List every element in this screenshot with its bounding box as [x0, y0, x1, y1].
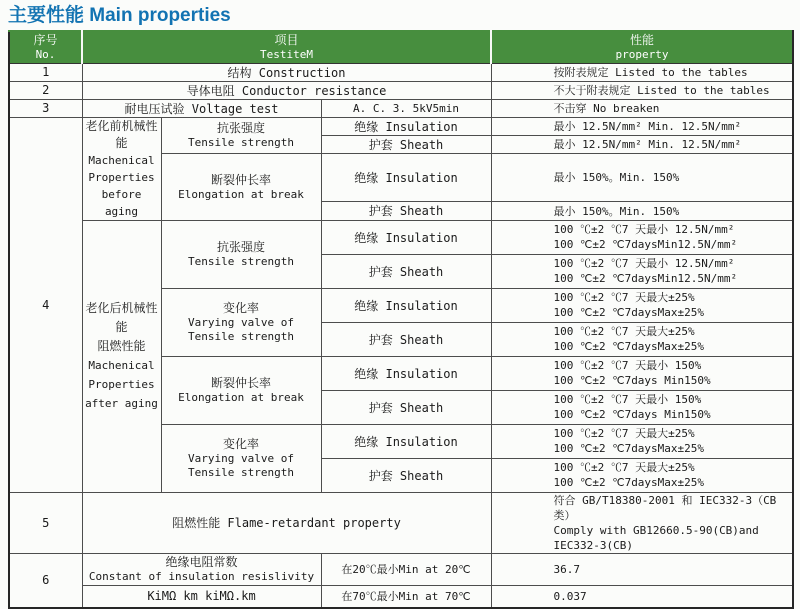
- value-line-en: 100 ℃±2 ℃7daysMax±25%: [553, 306, 705, 319]
- row-flame-retardant: [9, 492, 793, 553]
- part-label-cell: 护套 Sheath: [321, 135, 491, 153]
- category-line: before aging: [101, 187, 142, 218]
- row-number: 5: [9, 492, 82, 553]
- row-voltage-test: [9, 99, 793, 117]
- value-line-zh: 100 ℃±2 ℃7 天最大±25%: [553, 427, 695, 440]
- row-number: 2: [9, 81, 82, 99]
- property-value-cell: 最小 150%。Min. 150%: [491, 153, 793, 201]
- test-name-cell: [82, 553, 321, 585]
- test-name-en: Constant of insulation resislivity: [88, 570, 315, 583]
- column-header-no-en: No.: [35, 48, 56, 62]
- value-line-en: Comply with GB12660.5-90(CB)and IEC332-3(CB): [553, 523, 759, 552]
- property-value-cell: [491, 288, 793, 322]
- test-name-zh: 绝缘电阻常数: [165, 555, 238, 569]
- row-before-aging-tensile-insulation: [9, 117, 793, 135]
- value-line-en: 100 ℃±2 ℃7daysMax±25%: [553, 442, 705, 455]
- part-label-cell: 绝缘 Insulation: [321, 356, 491, 390]
- test-name-zh: 断裂仲长率: [210, 172, 271, 187]
- test-name-zh: 变化率: [222, 301, 259, 315]
- column-header-property-en: property: [615, 48, 669, 62]
- test-item-cell: 导体电阻 Conductor resistance: [82, 81, 491, 99]
- category-line: after aging: [85, 397, 158, 410]
- row-number: 4: [9, 117, 82, 492]
- part-label-cell: 绝缘 Insulation: [321, 153, 491, 201]
- value-line-zh: 100 ℃±2 ℃7 天最小 12.5N/mm²: [553, 223, 735, 236]
- test-item-cell: 耐电压试验 Voltage test: [82, 99, 321, 117]
- value-line-zh: 符合 GB/T18380-2001 和 IEC332-3（CB 类）: [553, 493, 777, 522]
- test-name-en: Tensile strength: [188, 255, 294, 268]
- property-value-cell: [491, 322, 793, 356]
- value-line-zh: 100 ℃±2 ℃7 天最大±25%: [553, 291, 695, 304]
- column-header-item-en: TestiteM: [260, 48, 313, 62]
- value-line-en: 100 ℃±2 ℃7daysMax±25%: [553, 476, 705, 489]
- part-label-cell: 护套 Sheath: [321, 390, 491, 424]
- row-after-aging-tensile-insulation: [9, 220, 793, 254]
- property-value-cell: [491, 390, 793, 424]
- part-label-cell: 绝缘 Insulation: [321, 424, 491, 458]
- row-number: 3: [9, 99, 82, 117]
- row-conductor-resistance: [9, 81, 793, 99]
- test-name-cell: [161, 220, 321, 288]
- test-name-en: Elongation at break: [178, 391, 304, 404]
- part-label-cell: 护套 Sheath: [321, 254, 491, 288]
- row-insulation-resistance-70c: [9, 585, 793, 608]
- property-value-cell: 最小 150%。Min. 150%: [491, 201, 793, 220]
- property-value-cell: [491, 492, 793, 553]
- test-name-cell: [161, 117, 321, 153]
- property-value-cell: 按附表规定 Listed to the tables: [491, 63, 793, 81]
- category-line: Properties: [88, 378, 155, 391]
- table-header-row: [9, 31, 793, 63]
- value-line-zh: 100 ℃±2 ℃7 天最大±25%: [553, 461, 695, 474]
- column-header-no: [9, 31, 82, 63]
- test-condition-cell: A. C. 3. 5kV5min: [321, 99, 491, 117]
- test-name-zh: 抗张强度: [216, 240, 265, 254]
- category-line: Properties: [88, 170, 155, 184]
- value-line-zh: 100 ℃±2 ℃7 天最小 12.5N/mm²: [553, 257, 735, 270]
- value-line-en: 100 ℃±2 ℃7daysMax±25%: [553, 340, 705, 353]
- value-line-en: 100 ℃±2 ℃7days Min150%: [553, 408, 711, 421]
- test-condition-cell: 在70℃最小Min at 70℃: [321, 585, 491, 608]
- value-line-en: 100 ℃±2 ℃7daysMin12.5N/mm²: [553, 238, 738, 251]
- part-label-cell: 绝缘 Insulation: [321, 288, 491, 322]
- column-header-item: [82, 31, 491, 63]
- property-value-cell: [491, 356, 793, 390]
- category-after-aging: [82, 220, 161, 492]
- row-construction: [9, 63, 793, 81]
- value-line-en: 100 ℃±2 ℃7days Min150%: [553, 374, 711, 387]
- property-value-cell: 不击穿 No breaken: [491, 99, 793, 117]
- value-line-zh: 100 ℃±2 ℃7 天最小 150%: [553, 393, 702, 406]
- part-label-cell: 护套 Sheath: [321, 458, 491, 492]
- category-line: 老化前机械性能: [85, 118, 158, 150]
- value-line-en: 100 ℃±2 ℃7daysMin12.5N/mm²: [553, 272, 738, 285]
- test-name-en: Varying valve of: [188, 316, 294, 329]
- property-value-cell: [491, 254, 793, 288]
- property-value-cell: 36.7: [491, 553, 793, 585]
- test-name-en: Tensile strength: [188, 330, 294, 343]
- property-value-cell: 最小 12.5N/mm² Min. 12.5N/mm²: [491, 117, 793, 135]
- test-name-cell: [161, 153, 321, 220]
- category-before-aging: [82, 117, 161, 220]
- test-item-cell: 阻燃性能 Flame-retardant property: [82, 492, 491, 553]
- page-title: 主要性能 Main properties: [8, 5, 231, 26]
- part-label-cell: 护套 Sheath: [321, 322, 491, 356]
- property-value-cell: 最小 12.5N/mm² Min. 12.5N/mm²: [491, 135, 793, 153]
- test-name-en: Tensile strength: [188, 136, 294, 149]
- column-header-no-zh: 序号: [33, 33, 58, 48]
- test-name-zh: 断裂仲长率: [210, 376, 271, 390]
- column-header-property: [491, 31, 793, 63]
- part-label-cell: 护套 Sheath: [321, 201, 491, 220]
- part-label-cell: 绝缘 Insulation: [321, 220, 491, 254]
- category-line: Machenical: [88, 359, 155, 372]
- test-condition-cell: 在20℃最小Min at 20℃: [321, 553, 491, 585]
- property-value-cell: [491, 424, 793, 458]
- row-number: 1: [9, 63, 82, 81]
- row-number: 6: [9, 553, 82, 608]
- column-header-item-zh: 项目: [274, 33, 299, 48]
- property-value-cell: [491, 458, 793, 492]
- property-value-cell: 0.037: [491, 585, 793, 608]
- property-value-cell: [491, 220, 793, 254]
- test-name-en: Varying valve of: [188, 452, 294, 465]
- value-line-zh: 100 ℃±2 ℃7 天最大±25%: [553, 325, 695, 338]
- test-name-cell: [161, 424, 321, 492]
- main-properties-table: [8, 30, 794, 609]
- test-name-en: Elongation at break: [178, 187, 304, 201]
- row-insulation-resistance-20c: [9, 553, 793, 585]
- category-line: 阻燃性能: [97, 339, 146, 353]
- test-name-cell: [161, 356, 321, 424]
- test-name-zh: 变化率: [222, 437, 259, 451]
- property-value-cell: 不大于附表规定 Listed to the tables: [491, 81, 793, 99]
- column-header-property-zh: 性能: [629, 33, 654, 48]
- test-name-en: Tensile strength: [188, 466, 294, 479]
- category-line: Machenical: [88, 153, 155, 167]
- category-line: 老化后机械性能: [85, 301, 158, 334]
- test-name-zh: 抗张强度: [216, 121, 265, 135]
- test-name-cell: [161, 288, 321, 356]
- value-line-zh: 100 ℃±2 ℃7 天最小 150%: [553, 359, 702, 372]
- test-name-cell: KiMΩ km kiMΩ.km: [82, 585, 321, 608]
- test-item-cell: 结构 Construction: [82, 63, 491, 81]
- part-label-cell: 绝缘 Insulation: [321, 117, 491, 135]
